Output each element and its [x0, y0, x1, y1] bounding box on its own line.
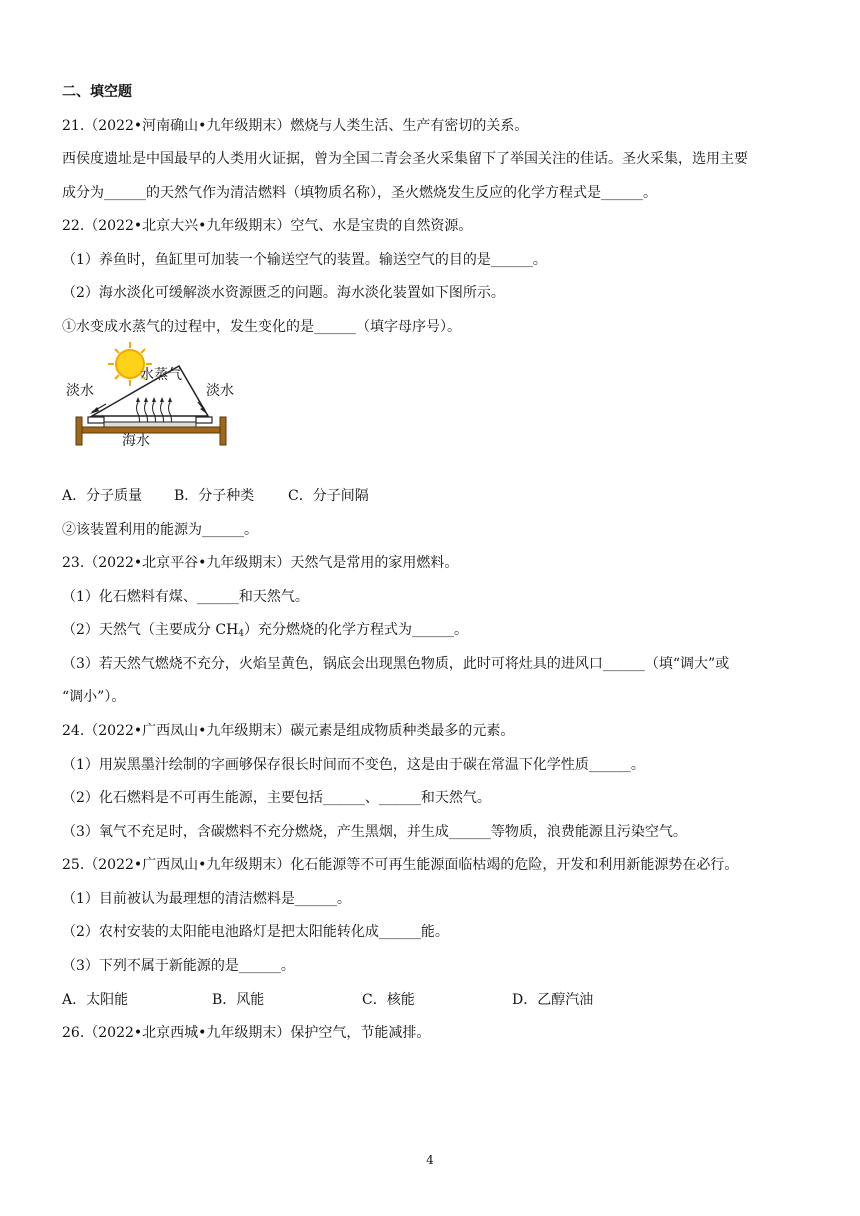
q23-part2-sub: 4	[238, 629, 245, 639]
q21-stem: 21.（2022•河南确山•九年级期末）燃烧与人类生活、生产有密切的关系。	[62, 118, 529, 134]
q25-option-d: D．乙醇汽油	[512, 992, 594, 1008]
q23-stem: 23.（2022•北京平谷•九年级期末）天然气是常用的家用燃料。	[62, 555, 459, 571]
q26-stem: 26.（2022•北京西城•九年级期末）保护空气，节能减排。	[62, 1025, 431, 1041]
q22-part1: （1）养鱼时，鱼缸里可加装一个输送空气的装置。输送空气的目的是______。	[62, 252, 547, 268]
label-fresh-water-left: 淡水	[66, 383, 94, 399]
q22-stem: 22.（2022•北京大兴•九年级期末）空气、水是宝贵的自然资源。	[62, 218, 473, 234]
q23-part3-line1: （3）若天然气燃烧不充分，火焰呈黄色，锅底会出现黑色物质，此时可将灶具的进风口______（填“调大”或	[62, 656, 730, 672]
q23-part2-post: ）充分燃烧的化学方程式为______。	[244, 622, 469, 638]
label-fresh-water-right: 淡水	[206, 383, 234, 399]
q23-part2	[62, 620, 468, 644]
q22-option-b: B．分子种类	[174, 488, 255, 504]
q22-option-c: C．分子间隔	[288, 488, 369, 504]
q23-part2-pre: （2）天然气（主要成分 CH	[62, 622, 239, 638]
q25-option-a: A．太阳能	[62, 992, 129, 1008]
q23-part3-line2: “调小”）。	[62, 689, 126, 705]
desalination-diagram	[66, 340, 236, 450]
q25-options	[62, 990, 593, 1010]
q23-part1: （1）化石燃料有煤、______和天然气。	[62, 589, 309, 605]
q25-stem: 25.（2022•广西凤山•九年级期末）化石能源等不可再生能源面临枯竭的危险，开发和利用新能源势在必行。	[62, 857, 739, 873]
q22-part3: ①水变成水蒸气的过程中，发生变化的是______（填字母序号）。	[62, 319, 461, 335]
label-sea-water: 海水	[122, 433, 150, 449]
q24-part1: （1）用炭黑墨汁绘制的字画够保存很长时间而不变色，这是由于碳在常温下化学性质______。	[62, 757, 645, 773]
q25-part2: （2）农村安装的太阳能电池路灯是把太阳能转化成______能。	[62, 924, 449, 940]
q24-part3: （3）氧气不充足时，含碳燃料不充分燃烧，产生黑烟，并生成______等物质，浪费能源且污染空气。	[62, 824, 687, 840]
q22-option-a: A．分子质量	[62, 488, 143, 504]
q21-line1: 西侯度遗址是中国最早的人类用火证据，曾为全国二青会圣火采集留下了举国关注的佳话。圣火采集，选用主要	[62, 151, 748, 167]
q25-part1: （1）目前被认为最理想的清洁燃料是______。	[62, 891, 351, 907]
q22-part4: ②该装置利用的能源为______。	[62, 522, 258, 538]
q25-option-c: C．核能	[362, 992, 415, 1008]
q22-part2: （2）海水淡化可缓解淡水资源匮乏的问题。海水淡化装置如下图所示。	[62, 285, 505, 301]
q24-stem: 24.（2022•广西凤山•九年级期末）碳元素是组成物质种类最多的元素。	[62, 723, 515, 739]
q24-part2: （2）化石燃料是不可再生能源，主要包括______、______和天然气。	[62, 790, 491, 806]
q22-options	[62, 486, 369, 506]
q25-option-b: B．风能	[212, 992, 265, 1008]
q21-line2: 成分为______的天然气作为清洁燃料（填物质名称），圣火燃烧发生反应的化学方程式是______。	[62, 185, 657, 201]
section-title: 二、填空题	[62, 84, 132, 100]
q25-part3: （3）下列不属于新能源的是______。	[62, 958, 295, 974]
page-number: 4	[426, 1153, 434, 1167]
label-water-vapor: 水蒸气	[140, 367, 182, 383]
